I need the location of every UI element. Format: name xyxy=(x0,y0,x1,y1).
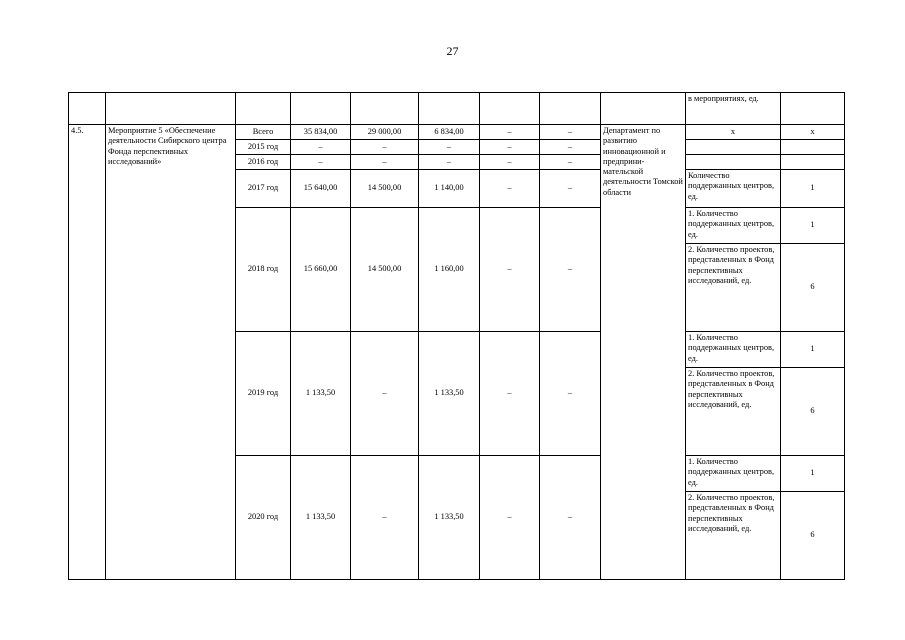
funding-local: – xyxy=(480,332,540,456)
funding-local: – xyxy=(480,155,540,170)
cell-empty xyxy=(781,140,845,155)
funding-total: 35 834,00 xyxy=(291,125,351,140)
indicator-name: 1. Количество поддержанных центров, ед. xyxy=(686,456,781,492)
funding-other: – xyxy=(540,170,601,208)
funding-other: – xyxy=(540,208,601,332)
row-number: 4.5. xyxy=(69,125,106,580)
funding-total: – xyxy=(291,140,351,155)
indicator-name: 2. Количество проектов, представленных в Фонд перспективных исследований, ед. xyxy=(686,244,781,332)
year-label: 2020 год xyxy=(236,456,291,580)
cell-empty xyxy=(106,93,236,125)
indicator-value: х xyxy=(781,125,845,140)
cell-empty xyxy=(236,93,291,125)
year-label: 2018 год xyxy=(236,208,291,332)
year-label: 2015 год xyxy=(236,140,291,155)
cell-empty xyxy=(480,93,540,125)
page-number: 27 xyxy=(446,44,459,58)
year-label: 2016 год xyxy=(236,155,291,170)
funding-federal: 14 500,00 xyxy=(351,170,419,208)
table-row xyxy=(69,93,845,125)
indicator-name: 1. Количество поддержанных центров, ед. xyxy=(686,208,781,244)
funding-federal: 14 500,00 xyxy=(351,208,419,332)
indicator-name: х xyxy=(686,125,781,140)
funding-federal: – xyxy=(351,155,419,170)
cell-empty xyxy=(419,93,480,125)
cell-empty xyxy=(601,93,686,125)
funding-regional: 1 133,50 xyxy=(419,456,480,580)
cell-empty xyxy=(781,155,845,170)
indicator-name: 1. Количество поддержанных центров, ед. xyxy=(686,332,781,368)
funding-local: – xyxy=(480,170,540,208)
funding-local: – xyxy=(480,208,540,332)
indicator-value: 6 xyxy=(781,492,845,580)
funding-regional: 1 140,00 xyxy=(419,170,480,208)
indicator-value: 1 xyxy=(781,332,845,368)
funding-federal: – xyxy=(351,332,419,456)
program-table xyxy=(68,92,845,580)
funding-regional: 1 160,00 xyxy=(419,208,480,332)
indicator-name: 2. Количество проектов, представленных в Фонд перспективных исследований, ед. xyxy=(686,368,781,456)
indicator-name: Количество поддержанных центров, ед. xyxy=(686,170,781,208)
year-label: Всего xyxy=(236,125,291,140)
funding-federal: – xyxy=(351,140,419,155)
year-label: 2019 год xyxy=(236,332,291,456)
funding-regional: – xyxy=(419,155,480,170)
funding-other: – xyxy=(540,456,601,580)
funding-local: – xyxy=(480,140,540,155)
indicator-name: 2. Количество проектов, представленных в Фонд перспективных исследований, ед. xyxy=(686,492,781,580)
funding-total: 1 133,50 xyxy=(291,332,351,456)
funding-regional: – xyxy=(419,140,480,155)
cell-empty xyxy=(781,93,845,125)
indicator-value: 6 xyxy=(781,368,845,456)
funding-total: 15 640,00 xyxy=(291,170,351,208)
funding-federal: – xyxy=(351,456,419,580)
indicator-value: 1 xyxy=(781,208,845,244)
funding-regional: 1 133,50 xyxy=(419,332,480,456)
cell-empty xyxy=(540,93,601,125)
year-label: 2017 год xyxy=(236,170,291,208)
funding-local: – xyxy=(480,456,540,580)
cell-empty xyxy=(686,155,781,170)
funding-total: 15 660,00 xyxy=(291,208,351,332)
indicator-continuation: в мероприятиях, ед. xyxy=(686,93,781,125)
funding-local: – xyxy=(480,125,540,140)
funding-federal: 29 000,00 xyxy=(351,125,419,140)
cell-empty xyxy=(69,93,106,125)
measure-title: Мероприятие 5 «Обеспечение деятельности Сибирского центра Фонда перспективных исследований» xyxy=(106,125,236,580)
indicator-value: 6 xyxy=(781,244,845,332)
table-row xyxy=(69,125,845,140)
funding-regional: 6 834,00 xyxy=(419,125,480,140)
funding-other: – xyxy=(540,125,601,140)
funding-other: – xyxy=(540,155,601,170)
funding-other: – xyxy=(540,140,601,155)
funding-total: 1 133,50 xyxy=(291,456,351,580)
cell-empty xyxy=(351,93,419,125)
indicator-value: 1 xyxy=(781,456,845,492)
funding-other: – xyxy=(540,332,601,456)
funding-total: – xyxy=(291,155,351,170)
executor: Департамент по развитию инновационной и предприни-мательской деятельности Томской области xyxy=(601,125,686,580)
cell-empty xyxy=(686,140,781,155)
cell-empty xyxy=(291,93,351,125)
indicator-value: 1 xyxy=(781,170,845,208)
